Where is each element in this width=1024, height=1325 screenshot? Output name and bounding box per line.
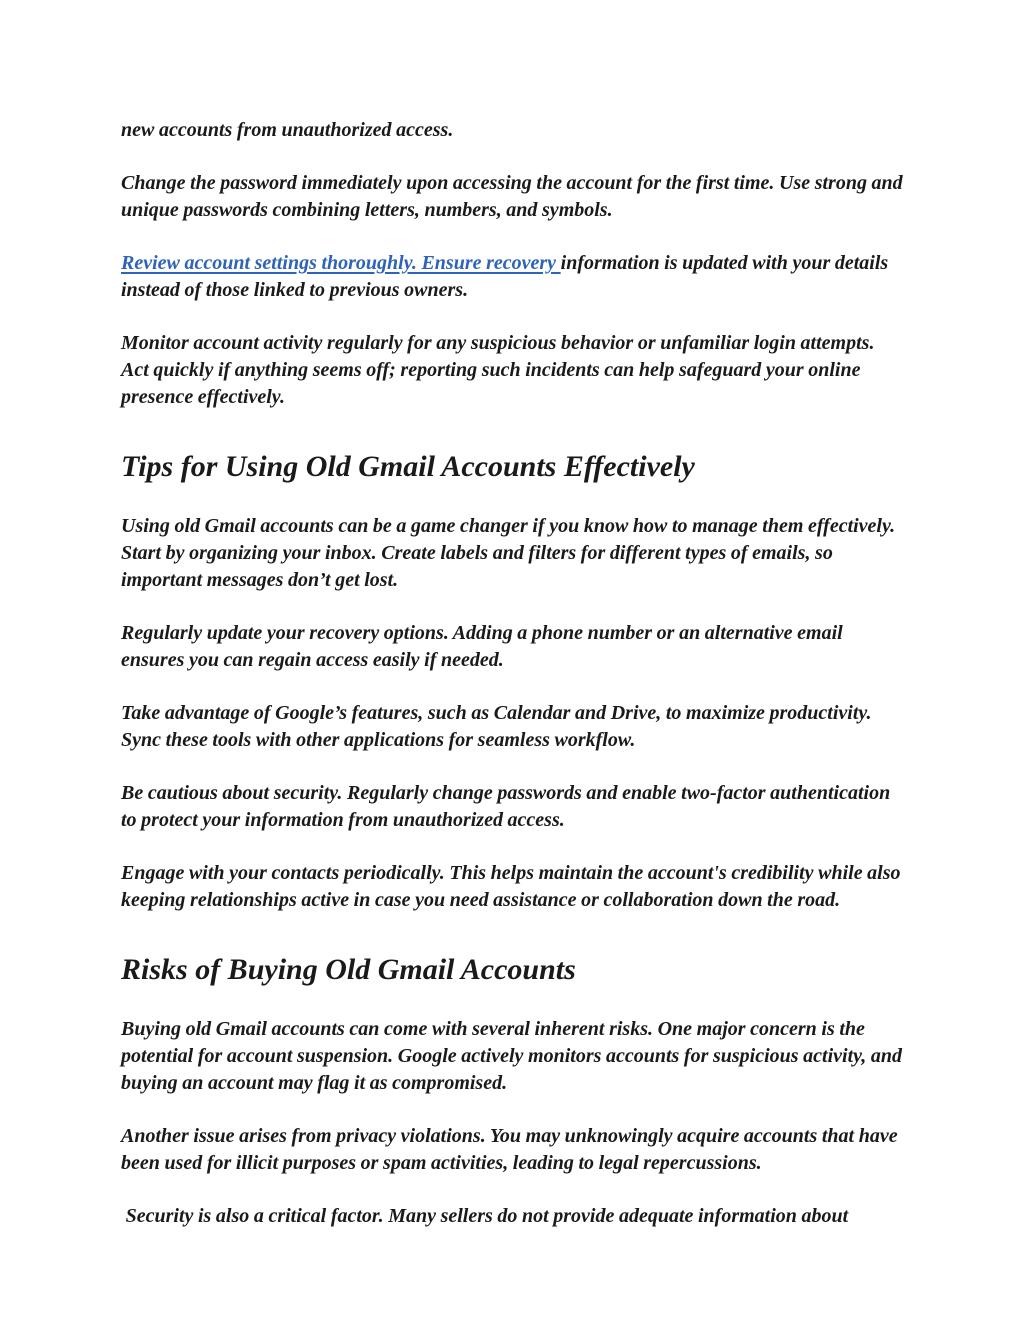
- paragraph-tips-organize: Using old Gmail accounts can be a game changer if you know how to manage them effectively. Start by organizing your inbox. Create labels and filters for different types of emails, so important messages don’t get lost.: [121, 515, 896, 591]
- review-account-settings-link[interactable]: Review account settings thoroughly. Ensure recovery: [121, 252, 561, 274]
- paragraph-review-settings-text: information is updated with your details instead of those linked to previous owners.: [121, 252, 889, 301]
- paragraph-tips-google-features: Take advantage of Google’s features, such as Calendar and Drive, to maximize productivity. Sync these tools with other applications for seamless workflow.: [121, 702, 872, 751]
- paragraph-risks-security: Security is also a critical factor. Many sellers do not provide adequate information about: [121, 1205, 849, 1227]
- paragraph-change-password: Change the password immediately upon accessing the account for the first time. Use strong and unique passwords combining letters, numbers, and symbols.: [121, 172, 903, 221]
- paragraph-tips-security: Be cautious about security. Regularly change passwords and enable two-factor authentication to protect your information from unauthorized access.: [121, 782, 891, 831]
- paragraph-monitor-activity: Monitor account activity regularly for any suspicious behavior or unfamiliar login attempts. Act quickly if anything seems off; reporting such incidents can help safeguard your online presence effectively.: [121, 332, 875, 408]
- paragraph-tips-recovery: Regularly update your recovery options. Adding a phone number or an alternative email ensures you can regain access easily if needed.: [121, 622, 843, 671]
- document-body: [121, 117, 903, 1230]
- paragraph-tips-engage: Engage with your contacts periodically. This helps maintain the account's credibility while also keeping relationships active in case you need assistance or collaboration down the road.: [121, 862, 901, 911]
- paragraph-risks-privacy: Another issue arises from privacy violations. You may unknowingly acquire accounts that have been used for illicit purposes or spam activities, leading to legal repercussions.: [121, 1125, 898, 1174]
- paragraph-intro-fragment: new accounts from unauthorized access.: [121, 119, 454, 141]
- heading-risks-section: Risks of Buying Old Gmail Accounts: [121, 953, 576, 986]
- heading-tips-section: Tips for Using Old Gmail Accounts Effectively: [121, 450, 695, 483]
- paragraph-review-settings: [121, 250, 903, 304]
- paragraph-risks-suspension: Buying old Gmail accounts can come with several inherent risks. One major concern is the potential for account suspension. Google actively monitors accounts for suspicious activity, and buying an account may flag it as compromised.: [121, 1018, 903, 1094]
